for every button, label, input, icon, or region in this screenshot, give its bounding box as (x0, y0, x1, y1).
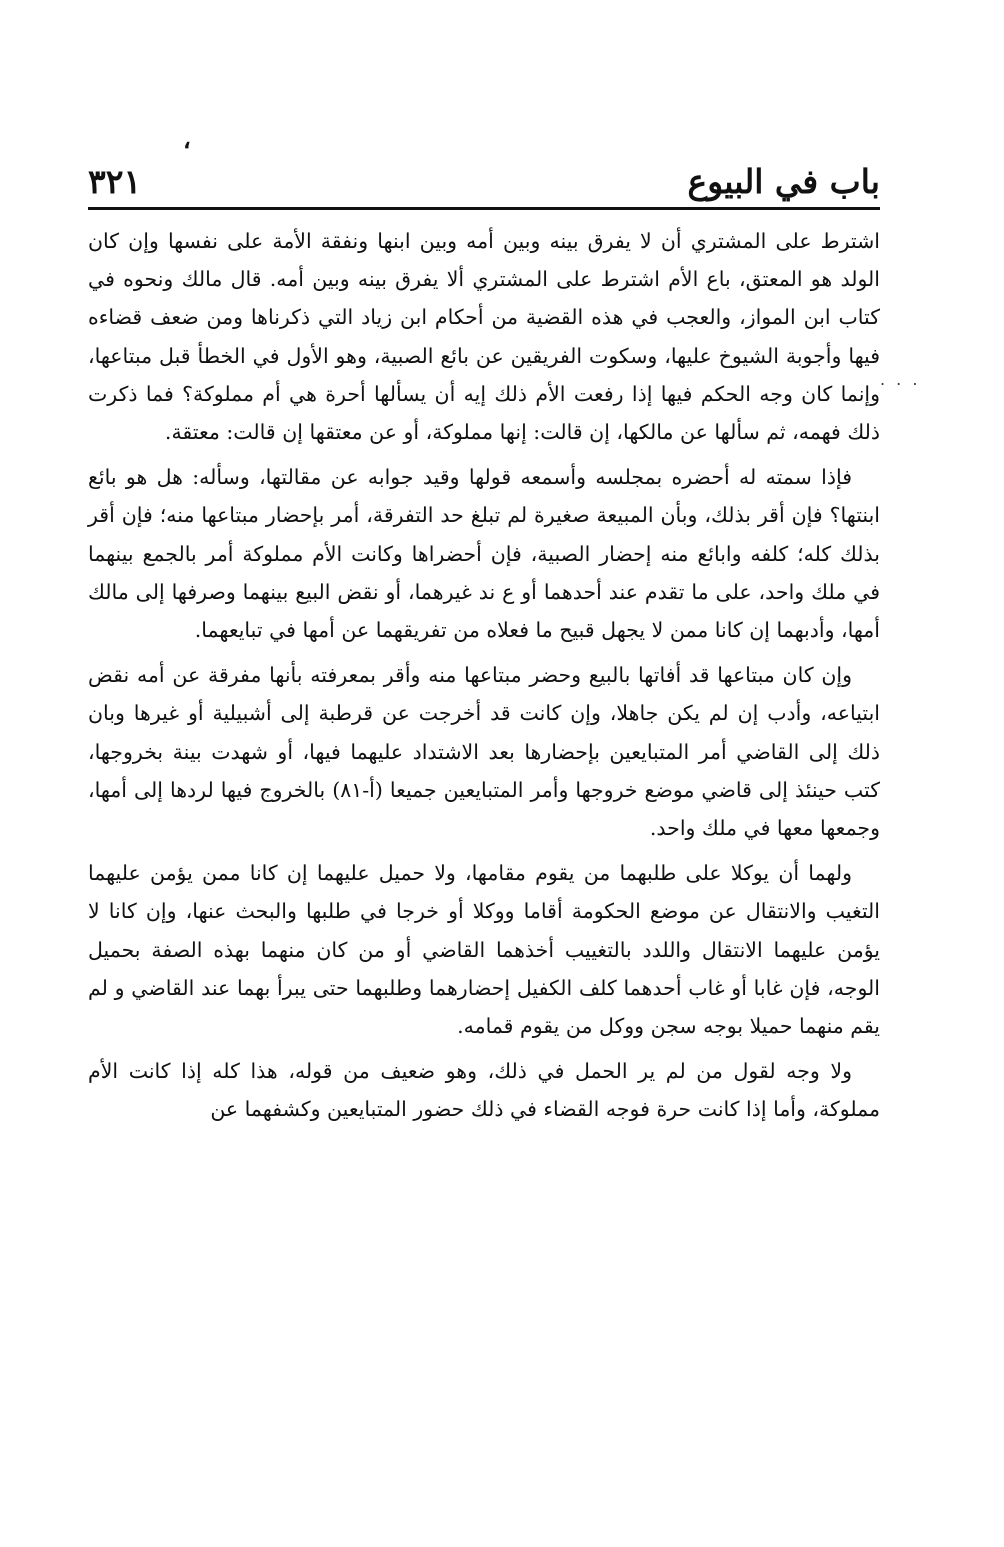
body-text (88, 222, 880, 1136)
margin-dots: . . . (880, 370, 921, 389)
paragraph-5: ولا وجه لقول من لم ير الحمل في ذلك، وهو ضعيف من قوله، هذا كله إذا كانت الأم مملوكة، وأما إذا كانت حرة فوجه القضاء في ذلك حضور المتبايعين وكشفهما عن (88, 1059, 880, 1122)
stray-ink-mark: ، (183, 125, 191, 154)
paragraph-3: وإن كان مبتاعها قد أفاتها بالبيع وحضر مبتاعها منه وأقر بمعرفته بأنها مفرقة عن أمه نقض ابتياعه، وأدب إن لم يكن جاهلا، وإن كانت قد أخرجت عن قرطبة إلى أشبيلية أو غيرها وبان ذلك إلى القاضي أمر المتبايعين بإحضارها بعد الاشتداد عليهما فيها، أو شهدت بينة بخروجها، كتب حينئذ إلى قاضي موضع خروجها وأمر المتبايعين جميعا (أ-٨١) بالخروج فيها لردها إلى أمها، وجمعها معها في ملك واحد. (88, 663, 880, 841)
paragraph-2: فإذا سمته له أحضره بمجلسه وأسمعه قولها وقيد جوابه عن مقالتها، وسأله: هل هو بائع ابنتها؟ فإن أقر بذلك، وبأن المبيعة صغيرة لم تبلغ حد التفرقة، أمر بإحضار مبتاعها منه؛ فإن أقر بذلك كله؛ كلفه وابائع منه إحضار الصبية، فإن أحضراها وكانت الأم مملوكة أمر بالجمع بينهما في ملك واحد، على ما تقدم عند أحدهما أو ع ند غيرهما، أو نقض البيع بينهما وصرفها إلى مالك أمها، وأدبهما إن كانا ممن لا يجهل قبيح ما فعلاه من تفريقهما عن أمها في تبايعهما. (88, 465, 880, 643)
header-rule (88, 207, 880, 210)
running-head: باب في البيوع (687, 162, 880, 201)
page-header (88, 162, 880, 210)
page-number: ٣٢١ (88, 162, 142, 201)
paragraph-1: اشترط على المشتري أن لا يفرق بينه وبين أمه وبين ابنها ونفقة الأمة على نفسها وإن كان الولد هو المعتق، باع الأم اشترط على المشتري ألا يفرق بينه وبين أمه. قال مالك ونحوه في كتاب ابن المواز، والعجب في هذه القضية من أحكام ابن زياد التي ذكرناها ومن ضعف قضاءه فيها وأجوبة الشيوخ عليها، وسكوت الفريقين عن بائع الصبية، وهو الأول في الخطأ قبل مبتاعها، وإنما كان وجه الحكم فيها إذا رفعت الأم ذلك إيه أن يسألها أحرة هي أم مملوكة؟ فما ذكرت ذلك فهمه، ثم سألها عن مالكها، إن قالت: إنها مملوكة، أو عن معتقها إن قالت: معتقة. (88, 229, 880, 445)
paragraph-4: ولهما أن يوكلا على طلبهما من يقوم مقامها، ولا حميل عليهما إن كانا ممن يؤمن عليهما التغيب والانتقال عن موضع الحكومة أقاما ووكلا أو خرجا في طلبها والبحث عنها، وإن كانا لا يؤمن عليهما الانتقال واللدد بالتغييب أخذهما القاضي أو من كان منهما بهذه الصفة بحميل الوجه، فإن غابا أو غاب أحدهما كلف الكفيل إحضارهما وطلبهما حتى يبرأ بهما عند القاضي و لم يقم منهما حميلا بوجه سجن ووكل من يقوم قمامه. (88, 861, 880, 1039)
